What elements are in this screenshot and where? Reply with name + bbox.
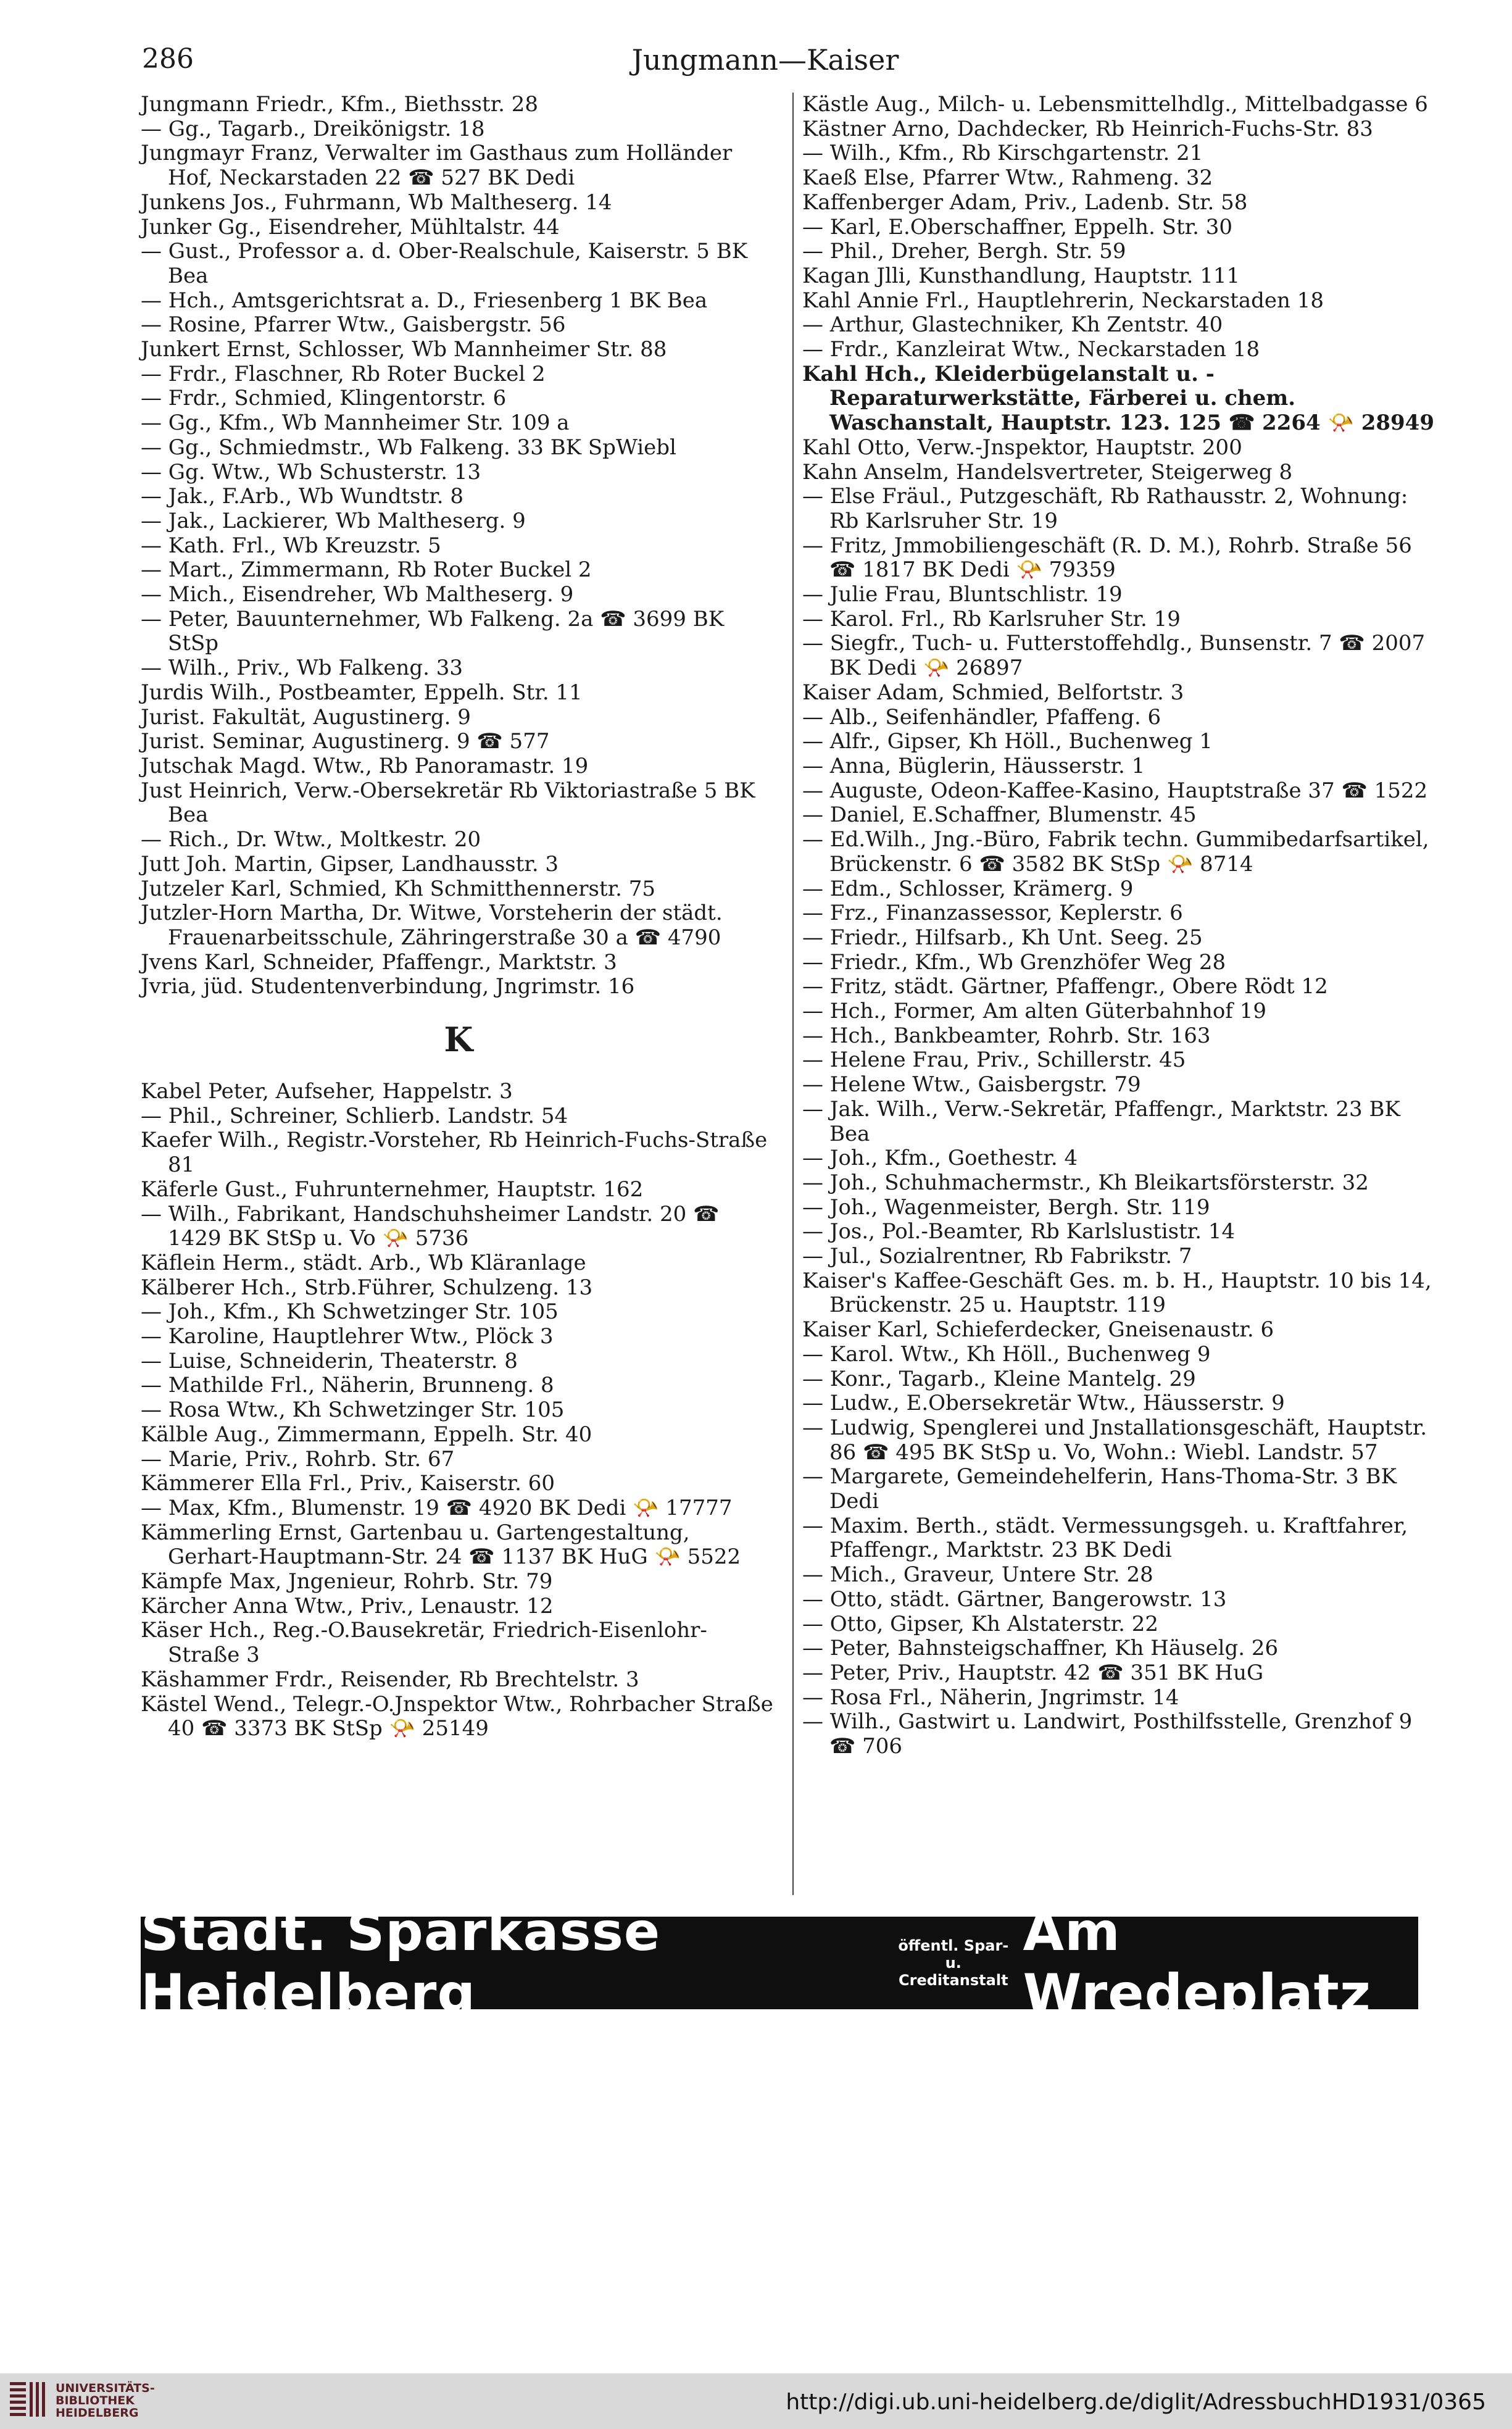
directory-entry: — Jos., Pol.-Beamter, Rb Karlslustistr. 14 [802,1219,1236,1244]
directory-entry: — Phil., Dreher, Bergh. Str. 59 [802,239,1126,264]
directory-entry: — Maxim. Berth., städt. Vermessungsgeh. u. Kraftfahrer, Pfaffengr., Marktstr. 23 BK Dedi [802,1513,1408,1563]
directory-entry: — Friedr., Hilfsarb., Kh Unt. Seeg. 25 [802,925,1203,950]
directory-entry: Kästel Wend., Telegr.-O.Jnspektor Wtw., Rohrbacher Straße 40 ☎ 3373 BK StSp 📯 25149 [141,1691,773,1741]
directory-entry: — Otto, städt. Gärtner, Bangerowstr. 13 [802,1586,1227,1612]
ad-small-line1: öffentl. Spar- u. [898,1937,1009,1972]
directory-entry: Käser Hch., Reg.-O.Bausekretär, Friedrich-Eisenlohr-Straße 3 [141,1618,707,1668]
directory-entry: Kästner Arno, Dachdecker, Rb Heinrich-Fuchs-Str. 83 [802,116,1373,141]
directory-entry: — Gust., Professor a. d. Ober-Realschule, Kaiserstr. 5 BK Bea [141,239,748,288]
directory-entry: — Edm., Schlosser, Krämerg. 9 [802,876,1134,901]
directory-entry: — Jak. Wilh., Verw.-Sekretär, Pfaffengr., Marktstr. 23 BK Bea [802,1096,1400,1146]
directory-entry: — Gg. Wtw., Wb Schusterstr. 13 [141,459,481,485]
running-head: Jungmann—Kaiser [631,43,899,77]
directory-entry: Jutzler-Horn Martha, Dr. Witwe, Vorsteherin der städt. Frauenarbeitsschule, Zähringerstraße 30 a ☎ 4790 [141,901,723,950]
directory-entry: — Marie, Priv., Rohrb. Str. 67 [141,1446,455,1472]
directory-entry: Kaffenberger Adam, Priv., Ladenb. Str. 58 [802,190,1248,215]
directory-entry: — Karol. Wtw., Kh Höll., Buchenweg 9 [802,1341,1211,1367]
directory-entry: Kämpfe Max, Jngenieur, Rohrb. Str. 79 [141,1569,553,1594]
directory-entry: — Ludwig, Spenglerei und Jnstallationsgeschäft, Hauptstr. 86 ☎ 495 BK StSp u. Vo, Wohn.: Wiebl. Landstr. 57 [802,1415,1427,1465]
directory-entry: — Alfr., Gipser, Kh Höll., Buchenweg 1 [802,729,1213,754]
directory-entry: — Frdr., Flaschner, Rb Roter Buckel 2 [141,361,546,386]
directory-entry: Käflein Herm., städt. Arb., Wb Kläranlage [141,1250,586,1275]
university-library-logo-icon [7,2378,52,2424]
directory-entry: Just Heinrich, Verw.-Obersekretär Rb Viktoriastraße 5 BK Bea [141,778,755,828]
column-divider [792,93,794,1895]
directory-entry: — Mathilde Frl., Näherin, Brunneng. 8 [141,1373,554,1398]
directory-entry: — Mich., Eisendreher, Wb Maltheserg. 9 [141,582,574,607]
directory-entry: — Joh., Schuhmachermstr., Kh Bleikartsförsterstr. 32 [802,1170,1369,1195]
footer-bar [0,2373,1512,2429]
directory-entry: Jurist. Fakultät, Augustinerg. 9 [141,704,471,730]
directory-entry: — Karoline, Hauptlehrer Wtw., Plöck 3 [141,1324,554,1349]
directory-entry: — Phil., Schreiner, Schlierb. Landstr. 54 [141,1103,568,1128]
directory-entry: — Joh., Kfm., Kh Schwetzinger Str. 105 [141,1299,559,1325]
directory-entry: Kaiser Adam, Schmied, Belfortstr. 3 [802,680,1184,705]
directory-entry: Jurdis Wilh., Postbeamter, Eppelh. Str. 11 [141,680,583,705]
directory-entry: — Else Fräul., Putzgeschäft, Rb Rathausstr. 2, Wohnung: Rb Karlsruher Str. 19 [802,484,1408,533]
directory-entry: — Wilh., Priv., Wb Falkeng. 33 [141,656,463,681]
directory-entry: Kälberer Hch., Strb.Führer, Schulzeng. 13 [141,1275,593,1300]
page-header [142,38,1389,81]
directory-entry: — Hch., Bankbeamter, Rohrb. Str. 163 [802,1023,1211,1048]
directory-entry: Jutt Joh. Martin, Gipser, Landhausstr. 3 [141,851,559,877]
directory-entry: — Frz., Finanzassessor, Keplerstr. 6 [802,901,1183,926]
left-k-entries-list [141,1080,776,1741]
section-letter: K [444,1020,473,1060]
directory-entry: — Wilh., Kfm., Rb Kirschgartenstr. 21 [802,141,1203,166]
right-column [802,93,1438,1759]
directory-entry: — Hch., Former, Am alten Güterbahnhof 19 [802,999,1266,1024]
source-url-link[interactable]: http://digi.ub.uni-heidelberg.de/diglit/AdressbuchHD1931/0365 [786,2389,1486,2415]
directory-entry: — Fritz, städt. Gärtner, Pfaffengr., Obere Rödt 12 [802,974,1328,999]
sparkasse-advertisement [141,1901,1418,2025]
directory-entry: Jutzeler Karl, Schmied, Kh Schmitthennerstr. 75 [141,876,656,901]
directory-entry: Kaiser Karl, Schieferdecker, Gneisenaustr. 6 [802,1317,1274,1343]
directory-entry: — Max, Kfm., Blumenstr. 19 ☎ 4920 BK Dedi 📯 17777 [141,1495,733,1520]
directory-entry: — Karol. Frl., Rb Karlsruher Str. 19 [802,606,1181,631]
ad-small-text [897,1937,1010,1989]
directory-entry: — Gg., Schmiedmstr., Wb Falkeng. 33 BK SpWiebl [141,435,676,460]
directory-entry: Käferle Gust., Fuhrunternehmer, Hauptstr. 162 [141,1177,644,1202]
directory-entry: — Wilh., Gastwirt u. Landwirt, Posthilfsstelle, Grenzhof 9 ☎ 706 [802,1709,1413,1759]
ad-small-line2: Creditanstalt [899,1972,1008,1989]
directory-entry: — Gg., Kfm., Wb Mannheimer Str. 109 a [141,410,570,436]
directory-entry: — Rosa Frl., Näherin, Jngrimstr. 14 [802,1685,1179,1710]
library-name-line1: UNIVERSITÄTS- [56,2381,155,2395]
directory-entry: Junker Gg., Eisendreher, Mühltalstr. 44 [141,214,560,240]
directory-entry: — Helene Wtw., Gaisbergstr. 79 [802,1072,1141,1098]
directory-entry: — Auguste, Odeon-Kaffee-Kasino, Hauptstraße 37 ☎ 1522 [802,778,1428,803]
directory-entry: Kabel Peter, Aufseher, Happelstr. 3 [141,1079,513,1104]
directory-entry: Jvria, jüd. Studentenverbindung, Jngrimstr. 16 [141,974,635,999]
directory-entry: — Arthur, Glastechniker, Kh Zentstr. 40 [802,312,1223,338]
right-entries-list [802,93,1438,1759]
directory-entry: — Frdr., Kanzleirat Wtw., Neckarstaden 18 [802,337,1260,362]
directory-entry: Jvens Karl, Schneider, Pfaffengr., Marktstr. 3 [141,949,617,975]
directory-entry: Jurist. Seminar, Augustinerg. 9 ☎ 577 [141,729,550,754]
directory-entry: Kahl Annie Frl., Hauptlehrerin, Neckarstaden 18 [802,288,1324,313]
directory-entry: — Peter, Bauunternehmer, Wb Falkeng. 2a ☎ 3699 BK StSp [141,606,725,656]
directory-entry: Kaeß Else, Pfarrer Wtw., Rahmeng. 32 [802,165,1213,191]
directory-entry: — Jul., Sozialrentner, Rb Fabrikstr. 7 [802,1244,1192,1269]
directory-entry: Kämmerling Ernst, Gartenbau u. Gartengestaltung, Gerhart-Hauptmann-Str. 24 ☎ 1137 BK HuG 📯 5522 [141,1520,741,1570]
directory-entry: — Rich., Dr. Wtw., Moltkestr. 20 [141,827,481,852]
directory-entry: — Julie Frau, Bluntschlistr. 19 [802,582,1123,607]
directory-entry: — Joh., Wagenmeister, Bergh. Str. 119 [802,1194,1210,1220]
ad-main-text: Städt. Sparkasse Heidelberg [141,1901,661,2025]
directory-entry: — Ludw., E.Obersekretär Wtw., Häusserstr. 9 [802,1391,1285,1416]
directory-entry: Kaiser's Kaffee-Geschäft Ges. m. b. H., Hauptstr. 10 bis 14, Brückenstr. 25 u. Hauptstr. 119 [802,1268,1432,1318]
directory-entry: — Kath. Frl., Wb Kreuzstr. 5 [141,533,441,558]
directory-entry: Jungmayr Franz, Verwalter im Gasthaus zum Holländer Hof, Neckarstaden 22 ☎ 527 BK Dedi [141,141,733,191]
directory-entry: Kärcher Anna Wtw., Priv., Lenaustr. 12 [141,1593,554,1619]
directory-entry: — Peter, Bahnsteigschaffner, Kh Häuselg. 26 [802,1636,1279,1661]
directory-entry: — Ed.Wilh., Jng.-Büro, Fabrik techn. Gummibedarfsartikel, Brückenstr. 6 ☎ 3582 BK StSp 📯 8714 [802,827,1429,877]
directory-entry: — Margarete, Gemeindehelferin, Hans-Thoma-Str. 3 BK Dedi [802,1464,1397,1514]
directory-entry: — Rosine, Pfarrer Wtw., Gaisbergstr. 56 [141,312,566,338]
directory-entry: Kahl Hch., Kleiderbügelanstalt u. -Reparaturwerkstätte, Färberei u. chem. Waschanstalt, Hauptstr. 123. 125 ☎ 2264 📯 28949 [802,361,1434,436]
directory-entry: — Rosa Wtw., Kh Schwetzinger Str. 105 [141,1398,565,1423]
directory-entry: — Gg., Tagarb., Dreikönigstr. 18 [141,116,485,141]
directory-entry: — Otto, Gipser, Kh Alstaterstr. 22 [802,1611,1159,1636]
library-name-line2: BIBLIOTHEK [56,2394,135,2407]
directory-entry: — Karl, E.Oberschaffner, Eppelh. Str. 30 [802,214,1233,240]
left-entries-list [141,93,776,999]
directory-entry: — Mich., Graveur, Untere Str. 28 [802,1562,1153,1588]
directory-entry: — Jak., F.Arb., Wb Wundtstr. 8 [141,484,464,509]
directory-entry: Junkert Ernst, Schlosser, Wb Mannheimer Str. 88 [141,337,667,362]
page-number: 286 [142,43,194,75]
directory-entry: — Peter, Priv., Hauptstr. 42 ☎ 351 BK HuG [802,1660,1264,1685]
directory-entry: — Luise, Schneiderin, Theaterstr. 8 [141,1348,518,1373]
directory-entry: Kahn Anselm, Handelsvertreter, Steigerweg 8 [802,459,1293,485]
left-column [141,93,776,1741]
directory-entry: — Frdr., Schmied, Klingentorstr. 6 [141,386,507,411]
directory-entry: Junkens Jos., Fuhrmann, Wb Maltheserg. 14 [141,190,612,215]
directory-entry: — Alb., Seifenhändler, Pfaffeng. 6 [802,704,1161,730]
directory-entry: — Jak., Lackierer, Wb Maltheserg. 9 [141,508,526,533]
directory-entry: — Wilh., Fabrikant, Handschuhsheimer Landstr. 20 ☎ 1429 BK StSp u. Vo 📯 5736 [141,1201,720,1251]
library-name [56,2382,155,2419]
directory-entry: — Anna, Büglerin, Häusserstr. 1 [802,753,1145,778]
directory-entry: Kagan Jlli, Kunsthandlung, Hauptstr. 111 [802,263,1240,288]
directory-entry: Kahl Otto, Verw.-Jnspektor, Hauptstr. 200 [802,435,1242,460]
directory-entry: — Konr., Tagarb., Kleine Mantelg. 29 [802,1366,1196,1391]
directory-entry: Kämmerer Ella Frl., Priv., Kaiserstr. 60 [141,1471,555,1496]
directory-entry: — Helene Frau, Priv., Schillerstr. 45 [802,1048,1186,1073]
directory-entry: Kaefer Wilh., Registr.-Vorsteher, Rb Heinrich-Fuchs-Straße 81 [141,1128,768,1178]
library-name-line3: HEIDELBERG [56,2406,139,2420]
directory-entry: — Siegfr., Tuch- u. Futterstoffehdlg., Bunsenstr. 7 ☎ 2007 BK Dedi 📯 26897 [802,631,1426,681]
directory-entry: — Friedr., Kfm., Wb Grenzhöfer Weg 28 [802,949,1226,975]
directory-entry: Kästle Aug., Milch- u. Lebensmittelhdlg., Mittelbadgasse 6 [802,92,1428,117]
ad-location-text: Am Wredeplatz [1023,1901,1371,2025]
directory-entry: — Joh., Kfm., Goethestr. 4 [802,1146,1078,1171]
directory-entry: Käshammer Frdr., Reisender, Rb Brechtelstr. 3 [141,1667,639,1692]
directory-entry: — Daniel, E.Schaffner, Blumenstr. 45 [802,802,1197,828]
directory-entry: — Fritz, Jmmobiliengeschäft (R. D. M.), Rohrb. Straße 56 ☎ 1817 BK Dedi 📯 79359 [802,533,1412,583]
directory-entry: Jutschak Magd. Wtw., Rb Panoramastr. 19 [141,753,589,778]
directory-entry: Kälble Aug., Zimmermann, Eppelh. Str. 40 [141,1422,592,1447]
directory-entry: Jungmann Friedr., Kfm., Biethsstr. 28 [141,92,538,117]
directory-entry: — Mart., Zimmermann, Rb Roter Buckel 2 [141,557,592,583]
directory-entry: — Hch., Amtsgerichtsrat a. D., Friesenberg 1 BK Bea [141,288,708,313]
